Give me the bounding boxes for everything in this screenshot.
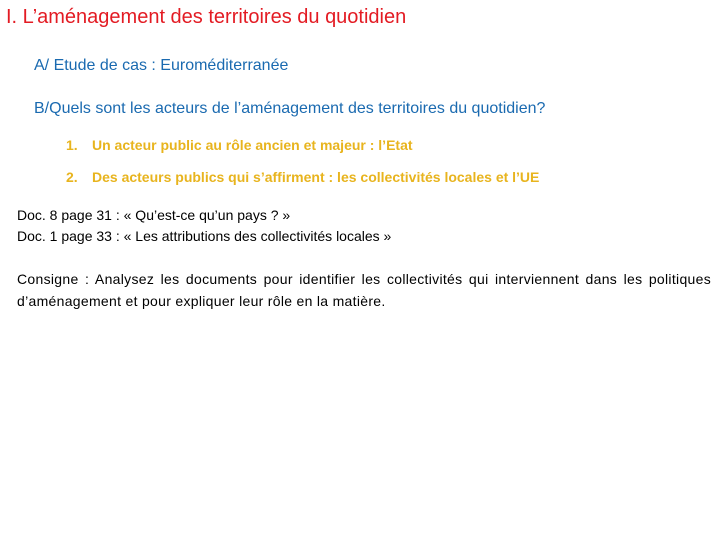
section-a-heading: A/ Etude de cas : Euroméditerranée <box>34 57 289 74</box>
item-number: 2. <box>66 169 78 185</box>
list-item <box>66 137 413 153</box>
section-b-heading: B/Quels sont les acteurs de l’aménagement des territoires du quotidien? <box>34 100 546 117</box>
slide-title: I. L’aménagement des territoires du quotidien <box>6 6 407 28</box>
item-number: 1. <box>66 137 78 153</box>
doc-reference: Doc. 1 page 33 : « Les attributions des collectivités locales » <box>17 228 392 244</box>
doc-reference: Doc. 8 page 31 : « Qu’est-ce qu’un pays ? » <box>17 207 291 223</box>
item-text: Des acteurs publics qui s’affirment : les collectivités locales et l’UE <box>92 169 540 185</box>
item-text: Un acteur public au rôle ancien et majeur : l’Etat <box>92 137 413 153</box>
list-item <box>66 169 539 185</box>
consigne-text: Consigne : Analysez les documents pour identifier les collectivités qui interviennent dans les politiques d’aménagement et pour expliquer leur rôle en la matière. <box>17 271 711 309</box>
